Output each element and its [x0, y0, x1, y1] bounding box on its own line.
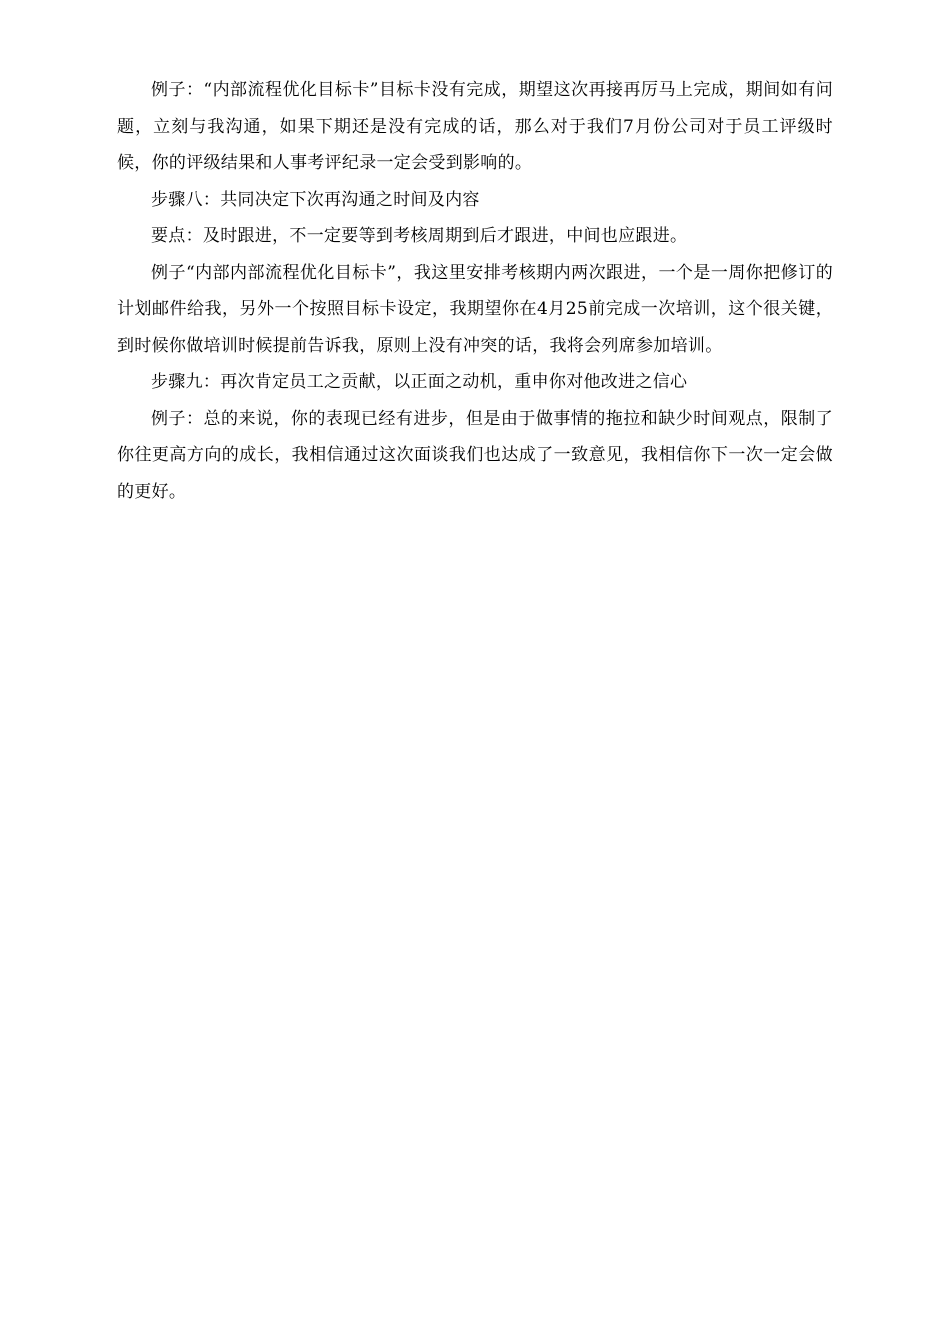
- paragraph-example-summary: 例子：总的来说，你的表现已经有进步，但是由于做事情的拖拉和缺少时间观点，限制了你往更高方向的成长，我相信通过这次面谈我们也达成了一致意见，我相信你下一次一定会做的更好。: [117, 408, 833, 502]
- paragraph-key-point: 要点：及时跟进，不一定要等到考核周期到后才跟进，中间也应跟进。: [151, 226, 688, 246]
- document-body: [117, 72, 833, 510]
- paragraph-step-eight: 步骤八：共同决定下次再沟通之时间及内容: [151, 189, 480, 210]
- paragraph-step-nine: 步骤九：再次肯定员工之贡献，以正面之动机，重申你对他改进之信心: [151, 372, 688, 392]
- paragraph-example-target-card: 例子：“内部流程优化目标卡”目标卡没有完成，期望这次再接再厉马上完成，期间如有问题，立刻与我沟通，如果下期还是没有完成的话，那么对于我们7月份公司对于员工评级时候，你的评级结果和人事考评纪录一定会受到影响的。: [117, 80, 833, 173]
- paragraph-example-follow-up: 例子“内部内部流程优化目标卡”，我这里安排考核期内两次跟进，一个是一周你把修订的计划邮件给我，另外一个按照目标卡设定，我期望你在4月25前完成一次培训，这个很关键，到时候你做培训时候提前告诉我，原则上没有冲突的话，我将会列席参加培训。: [117, 262, 833, 356]
